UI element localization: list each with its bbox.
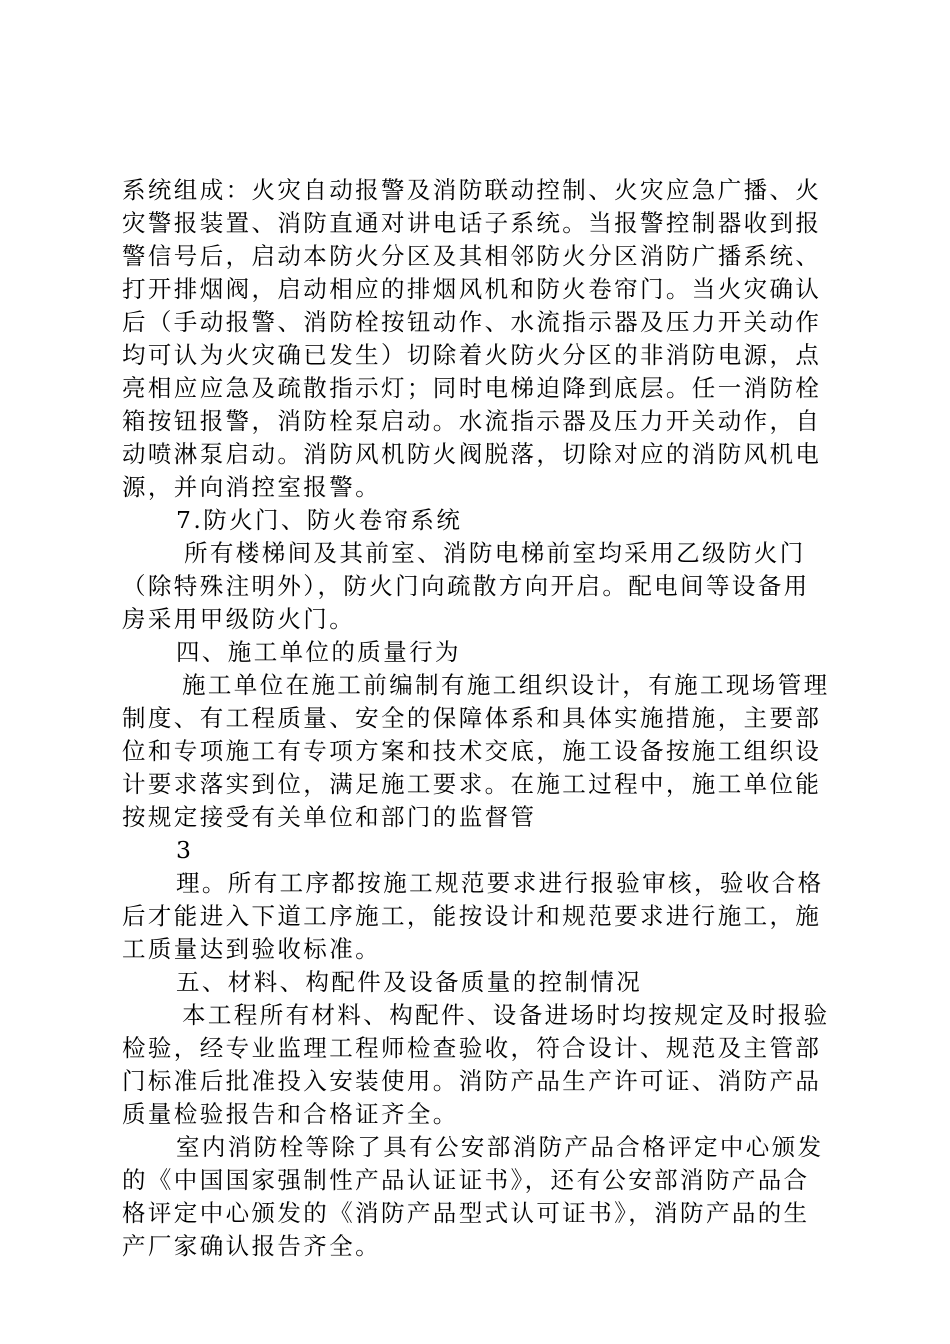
body-text-line: 本工程所有材料、构配件、设备进场时均按规定及时报验 [182, 1001, 830, 1029]
body-text-line: 质量检验报告和合格证齐全。 [122, 1100, 459, 1128]
body-text-line: 制度、有工程质量、安全的保障体系和具体实施措施，主要部 [122, 704, 822, 732]
body-text-line: 按规定接受有关单位和部门的监督管 [122, 803, 537, 831]
body-text-line: 警信号后，启动本防火分区及其相邻防火分区消防广播系统、 [122, 242, 822, 270]
body-text-line: 房采用甲级防火门。 [122, 605, 356, 633]
body-text-line: 均可认为火灾确已发生）切除着火防火分区的非消防电源，点 [122, 341, 822, 369]
body-text-line: 后（手动报警、消防栓按钮动作、水流指示器及压力开关动作 [122, 308, 822, 336]
body-text-line: 门标准后批准投入安装使用。消防产品生产许可证、消防产品 [122, 1067, 822, 1095]
section-heading: 7.防火门、防火卷帘系统 [176, 506, 463, 534]
section-heading: 五、材料、构配件及设备质量的控制情况 [176, 968, 643, 996]
body-text-line: 施工单位在施工前编制有施工组织设计，有施工现场管理 [182, 671, 830, 699]
body-text-line: 灾警报装置、消防直通对讲电话子系统。当报警控制器收到报 [122, 209, 822, 237]
section-heading: 四、施工单位的质量行为 [176, 638, 461, 666]
body-text-line: 亮相应应急及疏散指示灯；同时电梯迫降到底层。任一消防栓 [122, 374, 822, 402]
body-text-line: 位和专项施工有专项方案和技术交底，施工设备按施工组织设 [122, 737, 822, 765]
body-text-line: 动喷淋泵启动。消防风机防火阀脱落，切除对应的消防风机电 [122, 440, 822, 468]
body-text-line: 系统组成：火灾自动报警及消防联动控制、火灾应急广播、火 [122, 176, 822, 204]
body-text-line: 产厂家确认报告齐全。 [122, 1232, 381, 1260]
body-text-line: 室内消防栓等除了具有公安部消防产品合格评定中心颁发 [176, 1133, 824, 1161]
body-text-line: （除特殊注明外），防火门向疏散方向开启。配电间等设备用 [122, 572, 810, 600]
body-text-line: 格评定中心颁发的《消防产品型式认可证书》，消防产品的生 [122, 1199, 810, 1227]
body-text-line: 打开排烟阀，启动相应的排烟风机和防火卷帘门。当火灾确认 [122, 275, 822, 303]
body-text-line: 理。所有工序都按施工规范要求进行报验审核，验收合格 [176, 869, 824, 897]
body-text-line: 后才能进入下道工序施工，能按设计和规范要求进行施工，施 [122, 902, 822, 930]
body-text-line: 计要求落实到位，满足施工要求。在施工过程中，施工单位能 [122, 770, 822, 798]
body-text-line: 所有楼梯间及其前室、消防电梯前室均采用乙级防火门 [184, 539, 806, 567]
body-text-line: 工质量达到验收标准。 [122, 935, 381, 963]
body-text-line: 检验，经专业监理工程师检查验收，符合设计、规范及主管部 [122, 1034, 822, 1062]
body-text-line: 源，并向消控室报警。 [122, 473, 381, 501]
body-text-line: 的《中国国家强制性产品认证证书》，还有公安部消防产品合 [122, 1166, 810, 1194]
body-text-line: 箱按钮报警，消防栓泵启动。水流指示器及压力开关动作，自 [122, 407, 822, 435]
page-number: 3 [176, 836, 191, 864]
